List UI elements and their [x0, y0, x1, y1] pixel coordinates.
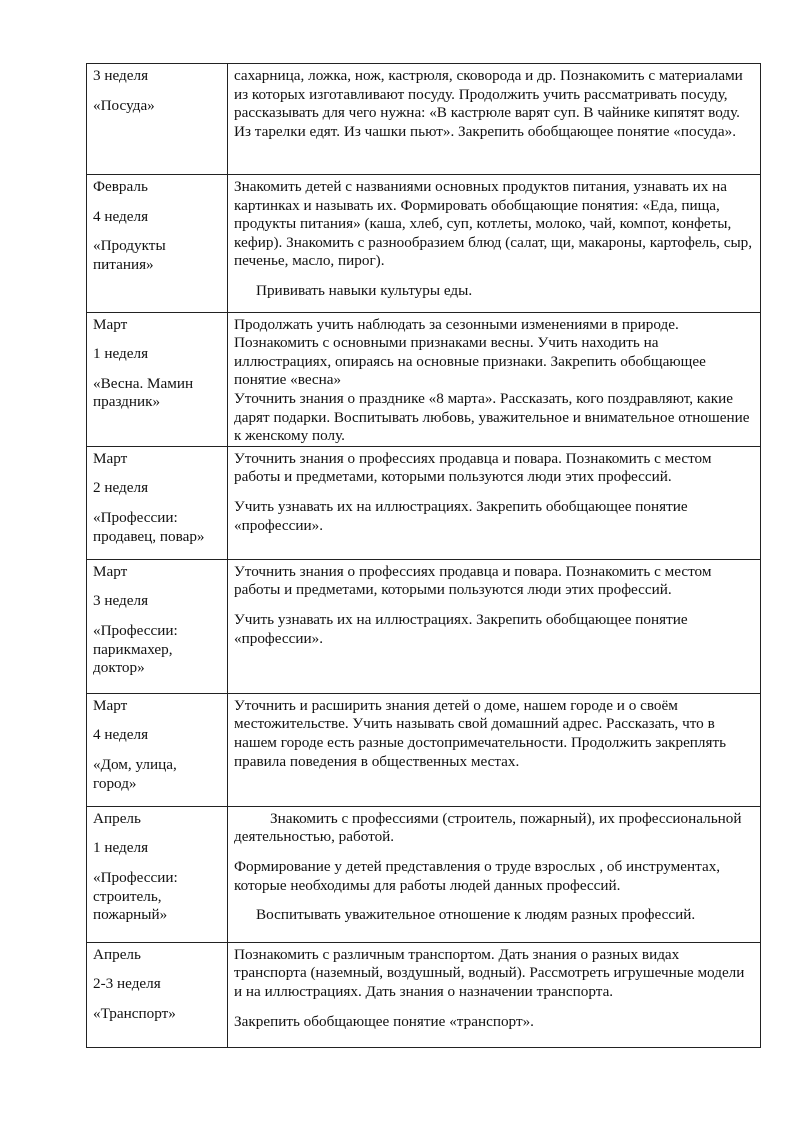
description-paragraph: Знакомить с профессиями (строитель, пожарный), их профессиональной деятельностью, работой.: [234, 809, 742, 846]
topic-cell: [87, 806, 228, 942]
table-row: [87, 693, 761, 806]
week-text: 4 неделя: [93, 207, 149, 225]
table-row: [87, 312, 761, 446]
description-paragraph: Прививать навыки культуры еды.: [256, 281, 473, 299]
month-text: Март: [93, 696, 128, 714]
week-text: 2-3 неделя: [93, 975, 161, 993]
topic-cell: [87, 64, 228, 175]
description-paragraph: Закрепить обобщающее понятие «транспорт».: [234, 1012, 534, 1030]
description-paragraph: Продолжать учить наблюдать за сезонными изменениями в природе. Познакомить с основными признаками весны. Учить находить на иллюстрациях, опираясь на основные признаки. Закрепить обобщающее понятие «весна»: [234, 315, 706, 389]
description-paragraph: Уточнить и расширить знания детей о доме, нашем городе и о своём местожительстве. Учить называть свой домашний адрес. Рассказать, что в нашем городе есть разные достопримечательности. Продолжить закреплять правила поведения в общественных местах.: [234, 696, 727, 770]
description-paragraph: Уточнить знания о празднике «8 марта». Рассказать, кого поздравляют, какие дарят подарки. Воспитывать любовь, уважительное и внимательное отношение к женскому полу.: [234, 389, 750, 445]
month-text: Март: [93, 562, 128, 580]
table-row: [87, 446, 761, 559]
topic-cell: [87, 693, 228, 806]
description-paragraph: Знакомить детей с названиями основных продуктов питания, узнавать их на картинках и называть их. Формировать обобщающие понятия: «Еда, пища, продукты питания» (каша, хлеб, суп, котлеты, молоко, чай, компот, конфеты, кефир). Знакомить с разнообразием блюд (салат, щи, макароны, картофель, сыр, печенье, масло, пирог).: [234, 178, 753, 270]
description-cell: [228, 64, 761, 175]
description-cell: [228, 446, 761, 559]
topic-title: «Профессии: продавец, повар»: [93, 508, 205, 545]
month-text: Апрель: [93, 809, 141, 827]
topic-cell: [87, 312, 228, 446]
topic-cell: [87, 175, 228, 313]
description-cell: [228, 942, 761, 1047]
description-paragraph: Уточнить знания о профессиях продавца и повара. Познакомить с местом работы и предметами, которыми пользуются люди этих профессий.: [234, 449, 712, 486]
week-text: 2 неделя: [93, 479, 149, 497]
topic-title: «Посуда»: [93, 96, 155, 114]
thematic-plan-table: [86, 63, 761, 1048]
table-row: [87, 175, 761, 313]
topic-title: «Профессии: строитель, пожарный»: [93, 868, 178, 924]
table-row: [87, 806, 761, 942]
description-cell: [228, 175, 761, 313]
description-paragraph: Познакомить с различным транспортом. Дать знания о разных видах транспорта (наземный, воздушный, водный). Рассмотреть игрушечные модели и на иллюстрациях. Дать знания о назначении транспорта.: [234, 945, 745, 1000]
month-text: Февраль: [93, 178, 148, 195]
description-paragraph: Формирование у детей представления о труде взрослых , об инструментах, которые необходимы для работы людей данных профессий.: [234, 857, 721, 894]
month-text: Март: [93, 449, 128, 467]
description-paragraph: Воспитывать уважительное отношение к людям разных профессий.: [256, 906, 696, 924]
description-paragraph: сахарница, ложка, нож, кастрюля, сковорода и др. Познакомить с материалами из которых изготавливают посуду. Продолжить учить рассматривать посуду, рассказывать для чего нужна: «В кастрюле варят суп. В чайнике кипятят воду. Из тарелки едят. Из чашки пьют». Закрепить обобщающее понятие «посуда».: [234, 67, 743, 140]
table-row: [87, 942, 761, 1047]
week-text: 1 неделя: [93, 839, 149, 857]
description-cell: [228, 559, 761, 693]
topic-title: «Транспорт»: [93, 1004, 176, 1022]
week-text: 4 неделя: [93, 726, 149, 744]
month-text: Март: [93, 315, 128, 333]
week-text: 3 неделя: [93, 592, 149, 610]
description-paragraph: Учить узнавать их на иллюстрациях. Закрепить обобщающее понятие «профессии».: [234, 610, 688, 647]
description-cell: [228, 693, 761, 806]
topic-title: «Весна. Мамин праздник»: [93, 374, 194, 411]
week-text: 3 неделя: [93, 67, 149, 84]
description-cell: [228, 312, 761, 446]
topic-cell: [87, 942, 228, 1047]
description-cell: [228, 806, 761, 942]
month-text: Апрель: [93, 945, 141, 963]
topic-cell: [87, 446, 228, 559]
description-paragraph: Учить узнавать их на иллюстрациях. Закрепить обобщающее понятие «профессии».: [234, 497, 688, 534]
description-paragraph: Уточнить знания о профессиях продавца и повара. Познакомить с местом работы и предметами, которыми пользуются люди этих профессий.: [234, 562, 712, 599]
week-text: 1 неделя: [93, 345, 149, 363]
topic-title: «Дом, улица, город»: [93, 755, 177, 792]
topic-cell: [87, 559, 228, 693]
topic-title: «Продукты питания»: [93, 237, 166, 273]
topic-title: «Профессии: парикмахер, доктор»: [93, 621, 178, 677]
table-row: [87, 559, 761, 693]
table-row: [87, 64, 761, 175]
